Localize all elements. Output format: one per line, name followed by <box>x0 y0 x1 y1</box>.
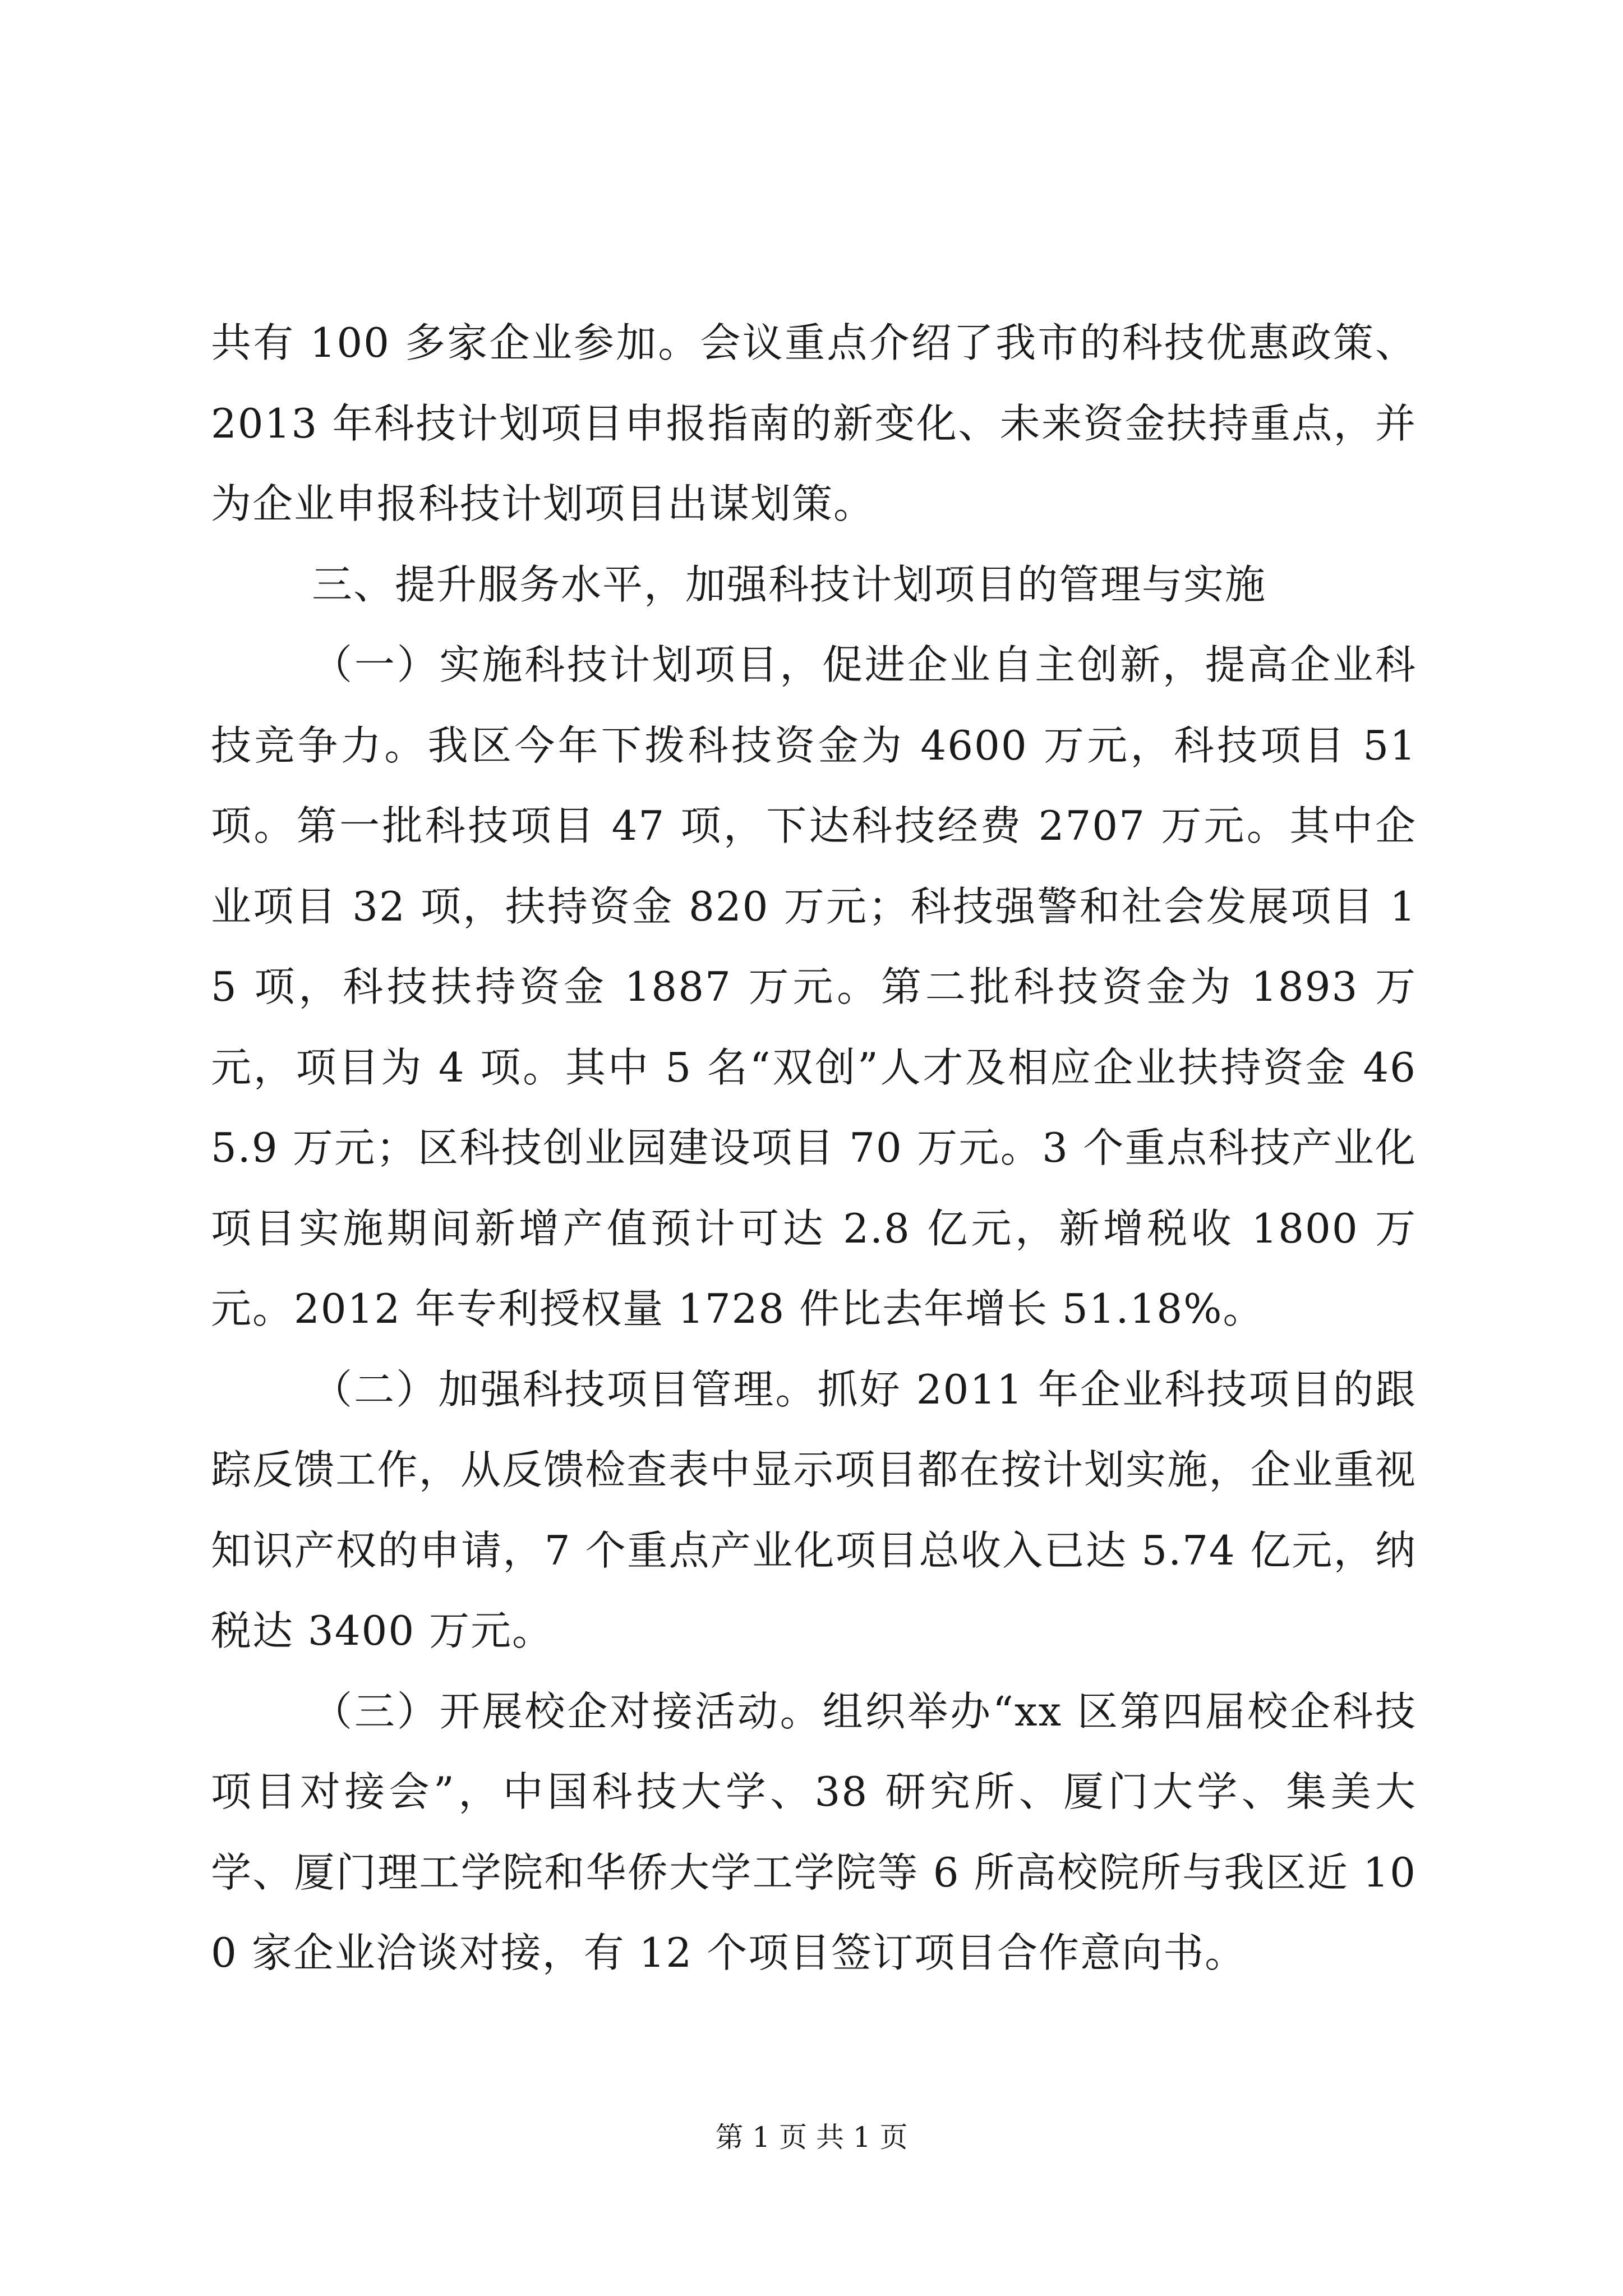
paragraph-item-3: （三）开展校企对接活动。组织举办“xx 区第四届校企科技项目对接会”，中国科技大学、38 研究所、厦门大学、集美大学、厦门理工学院和华侨大学工学院等 6 所高校院所与我区近 100 家企业洽谈对接，有 12 个项目签订项目合作意向书。 <box>211 1687 1417 1976</box>
paragraph-item-2: （二）加强科技项目管理。抓好 2011 年企业科技项目的跟踪反馈工作，从反馈检查表中显示项目都在按计划实施，企业重视知识产权的申请，7 个重点产业化项目总收入已达 5.74 亿元，纳税达 3400 万元。 <box>211 1365 1417 1654</box>
paragraph-continuation: 共有 100 多家企业参加。会议重点介绍了我市的科技优惠政策、2013 年科技计划项目申报指南的新变化、未来资金扶持重点，并为企业申报科技计划项目出谋划策。 <box>211 319 1417 527</box>
paragraph-item-1: （一）实施科技计划项目，促进企业自主创新，提高企业科技竞争力。我区今年下拨科技资金为 4600 万元，科技项目 51 项。第一批科技项目 47 项，下达科技经费 2707 万元。其中企业项目 32 项，扶持资金 820 万元；科技强警和社会发展项目 15 项，科技扶持资金 1887 万元。第二批科技资金为 1893 万元，项目为 4 项。其中 5 名“双创”人才及相应企业扶持资金 465.9 万元；区科技创业园建设项目 70 万元。3 个重点科技产业化项目实施期间新增产值预计可达 2.8 亿元，新增税收 1800 万元。2012 年专利授权量 1728 件比去年增长 51.18%。 <box>211 641 1417 1332</box>
section-heading: 三、提升服务水平，加强科技计划项目的管理与实施 <box>312 560 1267 608</box>
document-body <box>211 303 1417 1994</box>
page-footer: 第 1 页 共 1 页 <box>715 2121 908 2154</box>
